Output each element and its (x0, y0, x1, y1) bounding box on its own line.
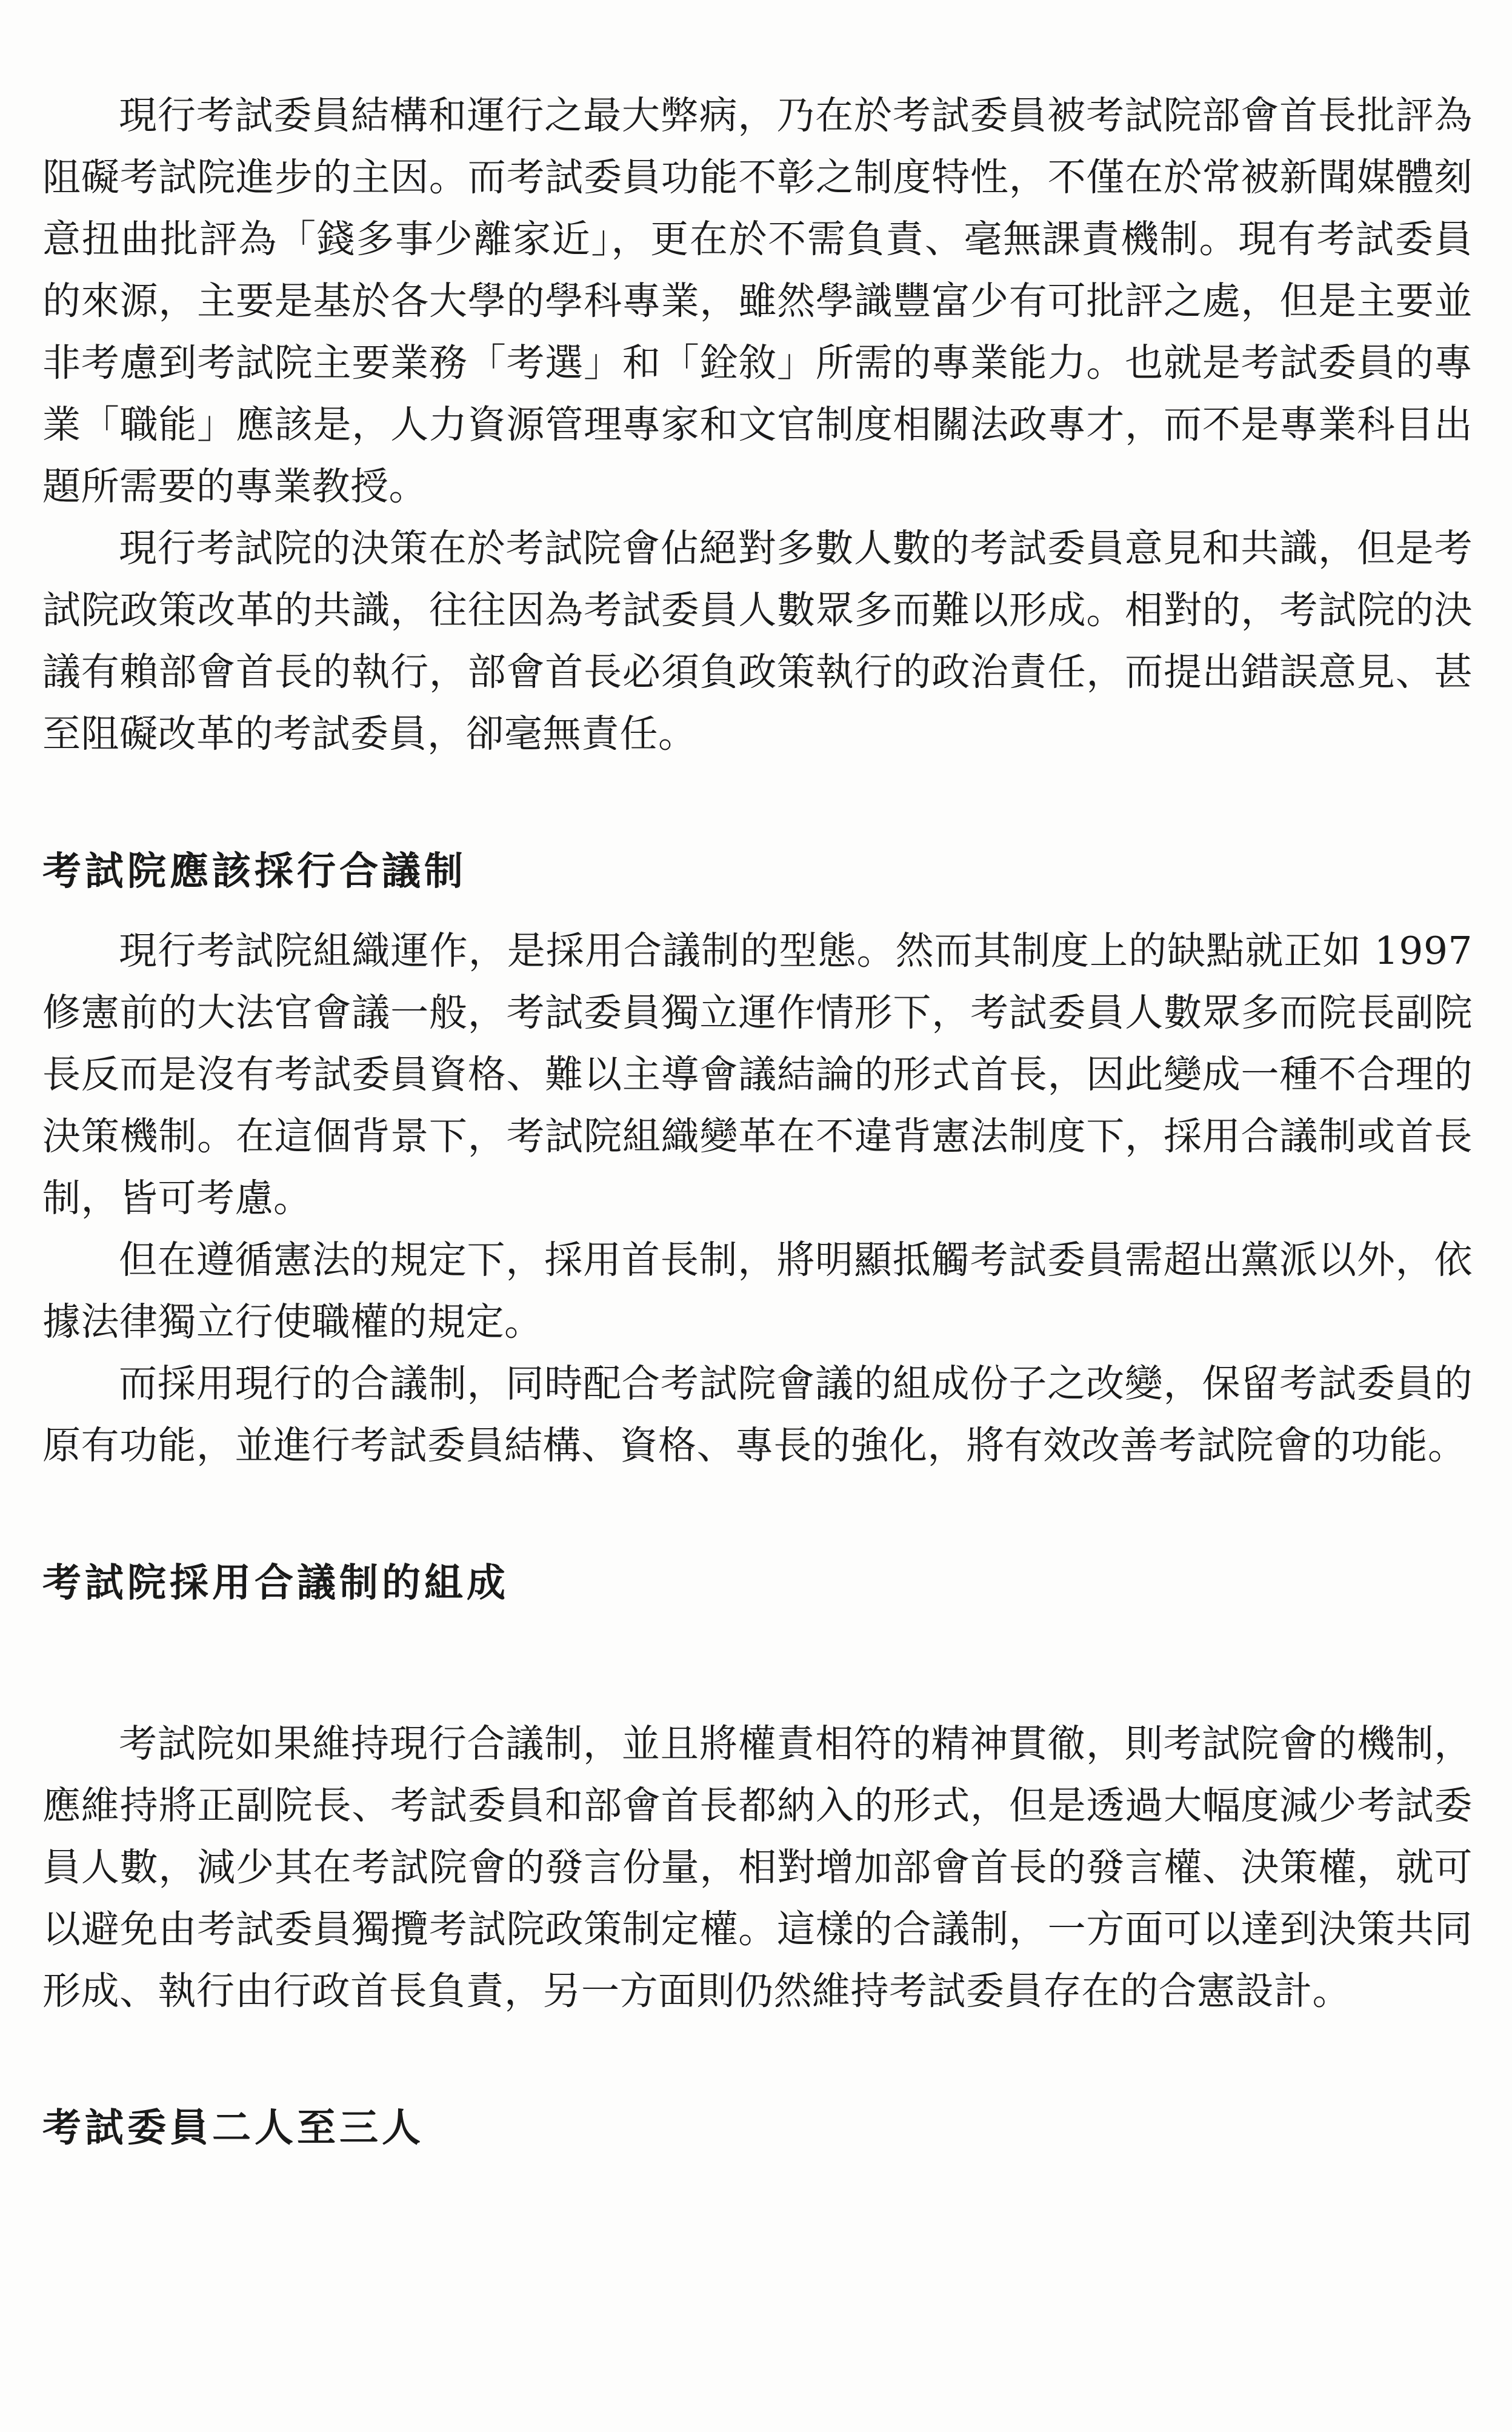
section-heading-one: 考試院應該採行合議制 (42, 848, 467, 894)
spacer-before-section-two (42, 1477, 1473, 1556)
section-two-paragraph-1: 考試院如果維持現行合議制，並且將權責相符的精神貫徹，則考試院會的機制，應維持將正副院長、考試委員和部會首長都納入的形式，但是透過大幅度減少考試委員人數，減少其在考試院會的發言份量，相對增加部會首長的發言權、決策權，就可以避免由考試委員獨攬考試院政策制定權。這樣的合議制，一方面可以達到決策共同形成、執行由行政首長負責，另一方面則仍然維持考試委員存在的合憲設計。 (42, 1722, 1473, 2014)
document-body (42, 85, 1473, 2156)
section-heading-three: 考試委員二人至三人 (42, 2105, 424, 2151)
spacer-before-section-one (42, 766, 1473, 844)
paragraph-1: 現行考試委員結構和運行之最大弊病，乃在於考試委員被考試院部會首長批評為阻礙考試院進步的主因。而考試委員功能不彰之制度特性，不僅在於常被新聞媒體刻意扭曲批評為「錢多事少離家近」，更在於不需負責、毫無課責機制。現有考試委員的來源，主要是基於各大學的學科專業，雖然學識豐富少有可批評之處，但是主要並非考慮到考試院主要業務「考選」和「銓敘」所需的專業能力。也就是考試委員的專業「職能」應該是，人力資源管理專家和文官制度相關法政專才，而不是專業科目出題所需要的專業教授。 (42, 93, 1473, 509)
section-one-paragraph-3: 而採用現行的合議制，同時配合考試院會議的組成份子之改變，保留考試委員的原有功能，並進行考試委員結構、資格、專長的強化，將有效改善考試院會的功能。 (42, 1361, 1473, 1468)
section-one-paragraph-1: 現行考試院組織運作，是採用合議制的型態。然而其制度上的缺點就正如 1997 修憲前的大法官會議一般，考試委員獨立運作情形下，考試委員人數眾多而院長副院長反而是沒有考試委員資格、難以主導會議結論的形式首長，因此變成一種不合理的決策機制。在這個背景下，考試院組織變革在不違背憲法制度下，採用合議制或首長制，皆可考慮。 (42, 929, 1473, 1221)
spacer-after-heading-two (42, 1610, 1473, 1713)
section-heading-two: 考試院採用合議制的組成 (42, 1560, 509, 1606)
paragraph-2: 現行考試院的決策在於考試院會佔絕對多數人數的考試委員意見和共識，但是考試院政策改革的共識，往往因為考試委員人數眾多而難以形成。相對的，考試院的決議有賴部會首長的執行，部會首長必須負政策執行的政治責任，而提出錯誤意見、甚至阻礙改革的考試委員，卻毫無責任。 (42, 526, 1473, 757)
spacer-before-section-three (42, 2022, 1473, 2101)
section-one-paragraph-2: 但在遵循憲法的規定下，採用首長制，將明顯抵觸考試委員需超出黨派以外，依據法律獨立行使職權的規定。 (42, 1238, 1473, 1345)
spacer-after-heading-one (42, 898, 1473, 920)
